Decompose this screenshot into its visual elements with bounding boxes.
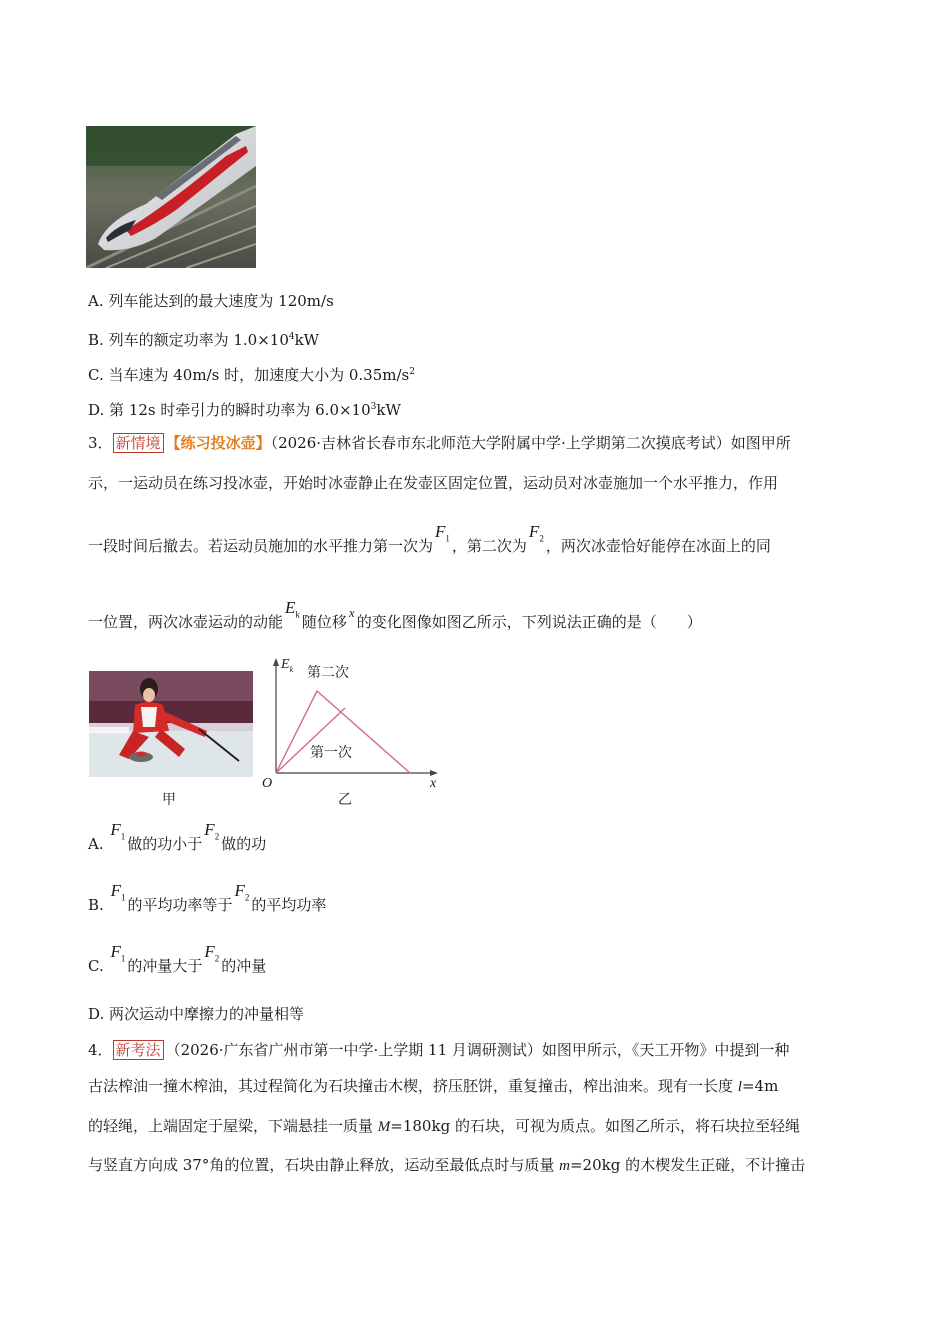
q4-stem-line1: 4． 新考法 （2026·广东省广州市第一中学·上学期 11 月调研测试）如图甲所示，《天工开物》中提到一种 — [88, 1041, 790, 1059]
q4-stem-line2: 古法榨油一撞木榨油，其过程简化为石块撞击木楔，挤压胚饼，重复撞击，榨出油来。现有一长度 l=4m — [88, 1077, 779, 1095]
q2-option-c: C. 当车速为 40m/s 时，加速度大小为 $0.35m/s^2$ — [88, 366, 415, 384]
var-f2: $F_2$ — [528, 522, 544, 544]
q3-stem-line2: 示，一运动员在练习投冰壶，开始时冰壶静止在发壶区固定位置，运动员对冰壶施加一个水平推力，作用 — [88, 474, 779, 492]
var-f1: $F_1$ — [110, 942, 126, 964]
graph-first-label: 第一次 — [310, 745, 352, 761]
q3-stem-line1: 3． 新情境 【练习投冰壶】（2026·吉林省长春市东北师范大学附属中学·上学期第二次摸底考试）如图甲所 — [88, 434, 791, 452]
q3-stem-line3: 一段时间后撤去。若运动员施加的水平推力第一次为$F_1$ ，第二次为$F_2$ ，两次冰壶恰好能停在冰面上的同 — [88, 522, 771, 555]
graph-origin-label: O — [262, 776, 273, 791]
q3-option-b: B. $F_1$ 的平均功率等于$F_2$ 的平均功率 — [88, 881, 327, 914]
var-f1: $F_1$ — [110, 881, 126, 903]
var-x: x — [348, 605, 355, 620]
q3-option-a: A. $F_1$ 做的功小于$F_2$ 做的功 — [88, 820, 267, 853]
fig-label-jia: 甲 — [162, 792, 176, 808]
var-ek: $E_k$ — [285, 598, 300, 620]
train-photo — [86, 126, 256, 268]
q3-topic: 【练习投冰壶】 — [165, 434, 271, 452]
q2-option-b: B. 列车的额定功率为 $1.0\times 10^4kW$ — [88, 331, 320, 349]
q4-stem-line3: 的轻绳，上端固定于屋梁，下端悬挂一质量 M=180kg 的石块，可视为质点。如图乙所示，将石块拉至轻绳 — [88, 1117, 800, 1135]
curling-photo — [89, 671, 253, 777]
var-f2: $F_2$ — [204, 942, 220, 964]
fig-label-yi: 乙 — [338, 792, 352, 808]
ek-x-graph — [262, 656, 444, 786]
q3-option-c: C. $F_1$ 的冲量大于$F_2$ 的冲量 — [88, 942, 267, 975]
q4-number: 4． — [88, 1041, 113, 1059]
q4-tag: 新考法 — [113, 1040, 164, 1060]
var-f1: $F_1$ — [435, 522, 450, 544]
q3-option-d: D. 两次运动中摩擦力的冲量相等 — [88, 1005, 305, 1023]
q3-number: 3． — [88, 434, 113, 452]
graph-x-label: x — [430, 776, 437, 791]
graph-second-label: 第二次 — [307, 665, 349, 681]
graph-ek-label: $E_k$ — [281, 657, 294, 674]
var-f2: $F_2$ — [204, 820, 220, 842]
q2-option-d: D. 第 12s 时牵引力的瞬时功率为 $6.0\times 10^3kW$ — [88, 401, 401, 419]
var-f2: $F_2$ — [234, 881, 250, 903]
q3-tag: 新情境 — [113, 433, 164, 453]
q4-stem-line4: 与竖直方向成 37°角的位置，石块由静止释放，运动至最低点时与质量 m=20kg 的木楔发生正碰，不计撞击 — [88, 1156, 806, 1174]
q3-stem-line4: 一位置，两次冰壶运动的动能$E_k$ 随位移x的变化图像如图乙所示，下列说法正确的是（ ） — [88, 598, 702, 631]
var-f1: $F_1$ — [110, 820, 126, 842]
q2-option-a: A. 列车能达到的最大速度为 120m/s — [88, 292, 334, 310]
